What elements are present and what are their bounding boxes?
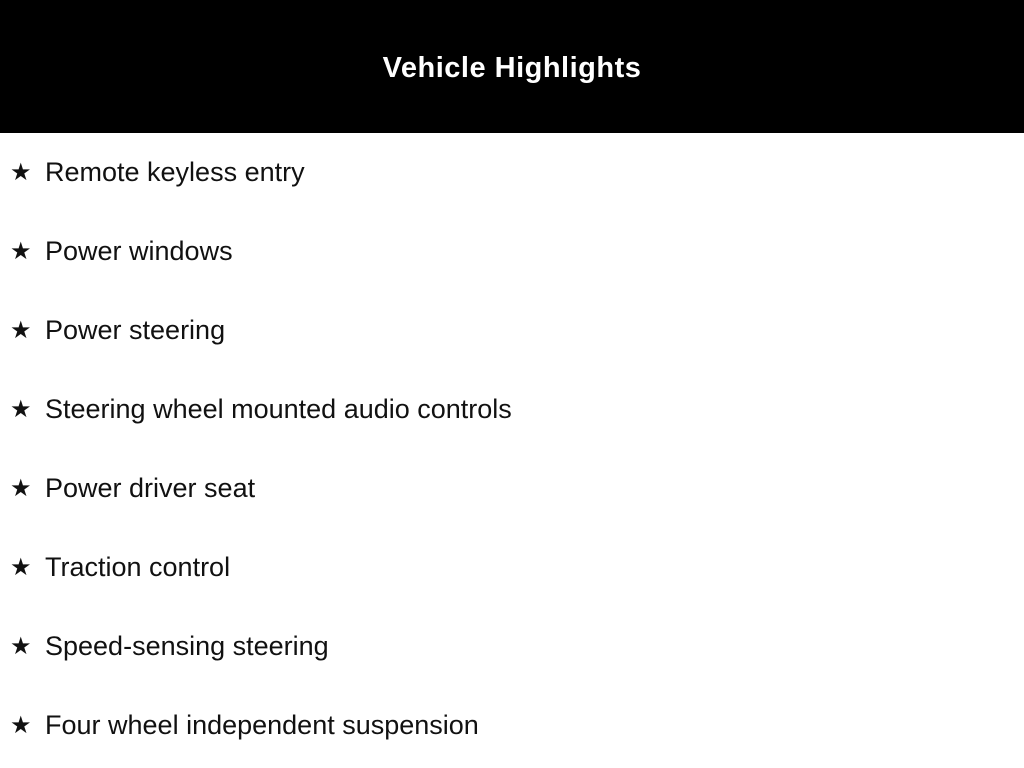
list-item-label: Power steering [45,315,226,345]
list-item [0,528,1024,607]
list-item [0,133,1024,212]
star-icon: ★ [10,395,32,423]
list-item [0,291,1024,370]
star-icon: ★ [10,474,32,502]
list-item [0,370,1024,449]
list-item-label: Traction control [45,552,231,582]
list-item [0,449,1024,528]
star-icon: ★ [10,316,32,344]
list-item-label: Four wheel independent suspension [45,710,479,740]
list-item [0,212,1024,291]
list-item [0,686,1024,765]
list-item-label: Steering wheel mounted audio controls [45,394,512,424]
star-icon: ★ [10,237,32,265]
header-bar [0,0,1024,133]
page-title: Vehicle Highlights [382,52,642,84]
star-icon: ★ [10,632,32,660]
star-icon: ★ [10,158,32,186]
star-icon: ★ [10,711,32,739]
list-item-label: Remote keyless entry [45,157,305,187]
star-icon: ★ [10,553,32,581]
list-item-label: Speed-sensing steering [45,631,329,661]
list-item-label: Power driver seat [45,473,256,503]
vehicle-highlights-list [0,133,1024,765]
list-item-label: Power windows [45,236,233,266]
list-item [0,607,1024,686]
